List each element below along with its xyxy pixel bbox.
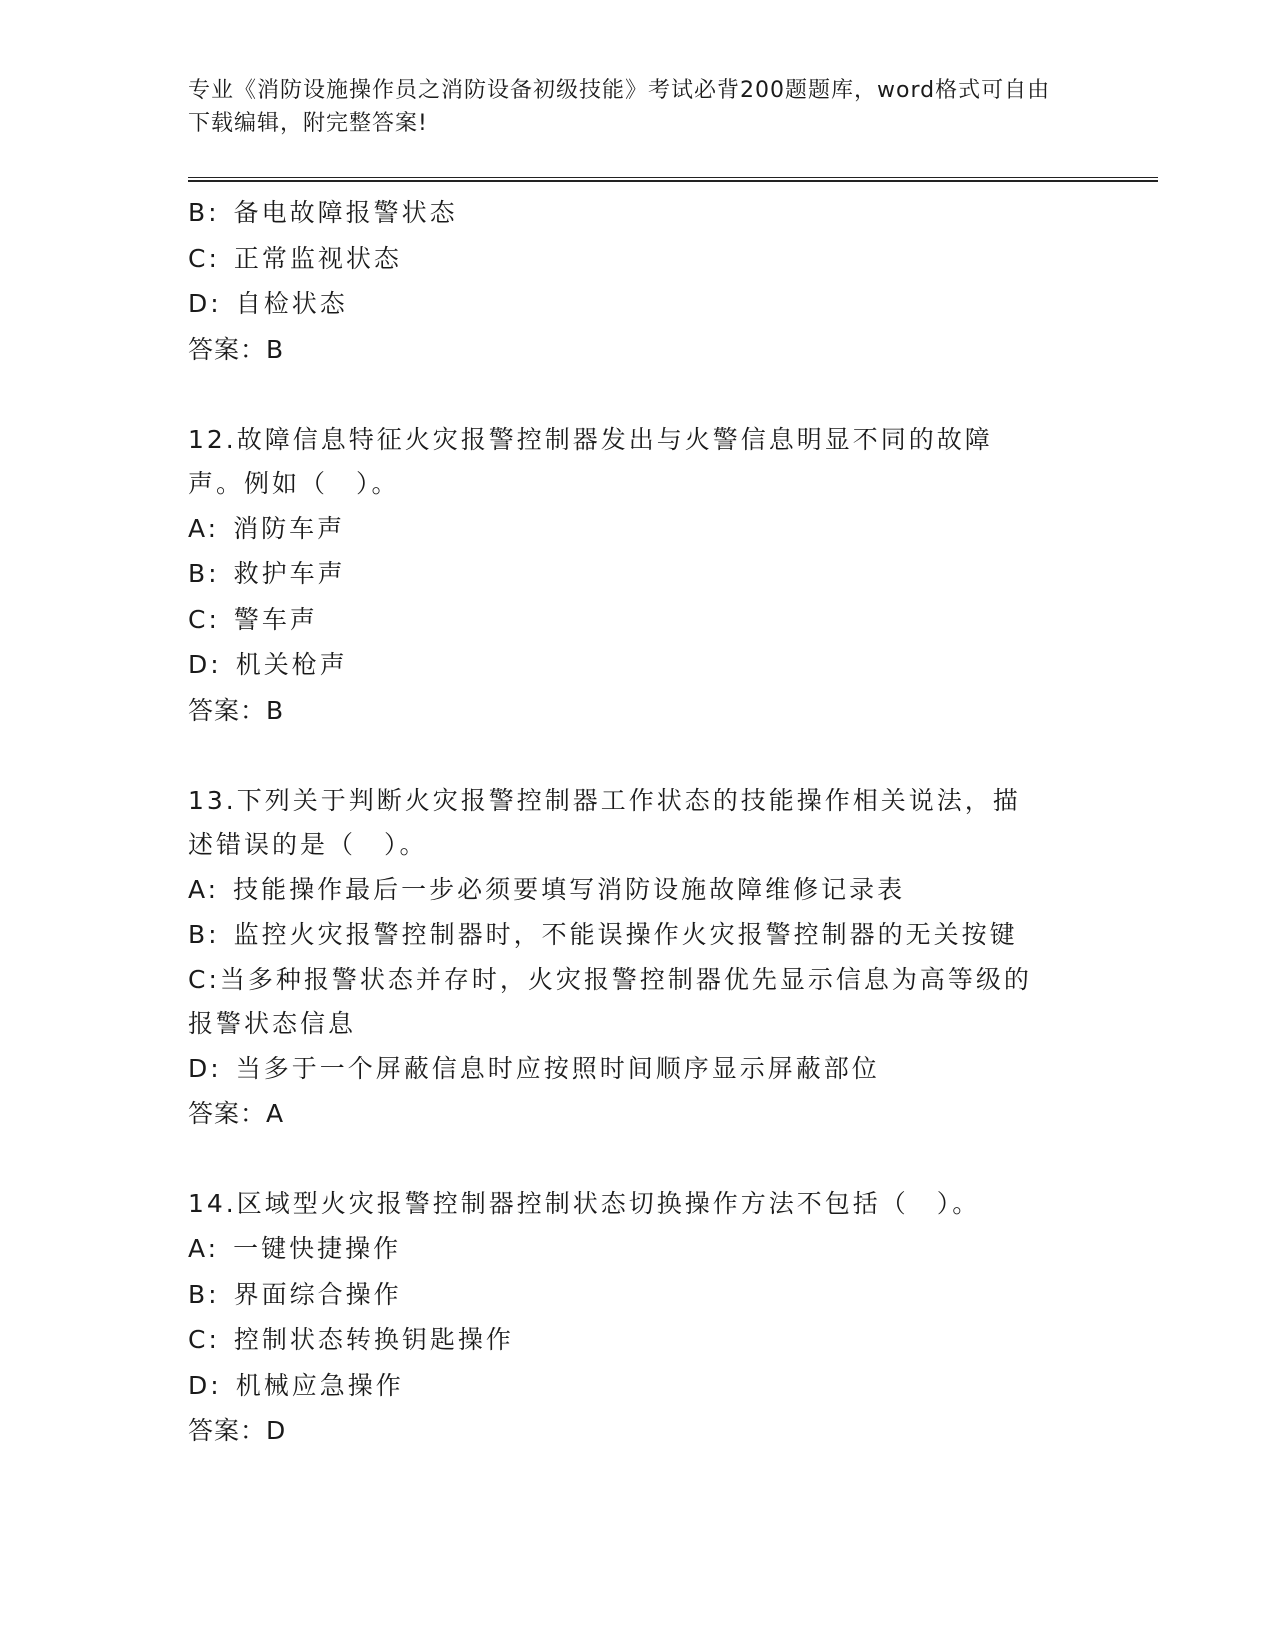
option-text: 当多种报警状态并存时，火灾报警控制器优先显示信息为高等级的报警状态信息	[188, 964, 1032, 1038]
option-key: D:	[188, 289, 222, 318]
option-c	[188, 597, 1088, 643]
answer-line	[188, 688, 1088, 734]
option-key: D:	[188, 1053, 222, 1083]
answer-label: 答案：	[188, 1099, 267, 1128]
option-b	[188, 190, 1088, 236]
question-14-text: 14.区域型火灾报警控制器控制状态切换操作方法不包括（ ）。	[188, 1189, 981, 1218]
option-a	[188, 1226, 1088, 1272]
option-text: 一键快捷操作	[233, 1234, 402, 1263]
answer-label: 答案：	[188, 334, 267, 364]
answer-line	[188, 327, 1088, 373]
option-key: B:	[188, 920, 220, 949]
answer-value: B	[266, 695, 285, 725]
option-text: 技能操作最后一步必须要填写消防设施故障维修记录表	[233, 874, 906, 904]
option-d	[188, 1363, 1088, 1409]
option-d	[188, 1046, 1088, 1092]
answer-value: D	[266, 1416, 287, 1445]
option-text: 正常监视状态	[233, 243, 402, 273]
answer-label: 答案：	[188, 1416, 267, 1445]
option-key: A:	[188, 874, 220, 904]
option-key: A:	[188, 513, 220, 543]
answer-label: 答案：	[188, 695, 267, 725]
option-a	[188, 506, 1088, 552]
question-list	[188, 190, 1088, 1454]
option-a	[188, 867, 1088, 913]
option-text: 备电故障报警状态	[233, 198, 458, 227]
question-12-text: 12.故障信息特征火灾报警控制器发出与火警信息明显不同的故障声。例如（ ）。	[188, 424, 993, 498]
answer-value: B	[266, 334, 285, 364]
option-key: D:	[188, 650, 222, 679]
option-d	[188, 642, 1088, 688]
option-text: 救护车声	[233, 559, 346, 588]
option-text: 机关枪声	[235, 650, 348, 679]
option-key: C:	[188, 604, 220, 634]
option-key: A:	[188, 1234, 220, 1263]
answer-value: A	[266, 1099, 285, 1128]
option-key: C:	[188, 1325, 220, 1354]
option-d	[188, 281, 1088, 327]
option-key: B:	[188, 198, 220, 227]
header-divider	[188, 177, 1158, 182]
answer-line	[188, 1408, 1088, 1454]
option-key: D:	[188, 1370, 222, 1400]
option-b	[188, 912, 1088, 958]
option-c	[188, 958, 1038, 1046]
option-key: B:	[188, 1279, 220, 1309]
option-text: 界面综合操作	[233, 1279, 402, 1309]
option-key: B:	[188, 559, 220, 588]
option-key: C:	[188, 243, 220, 273]
option-b	[188, 1272, 1088, 1318]
page-header: 专业《消防设施操作员之消防设备初级技能》考试必背200题题库，word格式可自由下载编辑，附完整答案!	[188, 78, 1051, 136]
option-text: 当多于一个屏蔽信息时应按照时间顺序显示屏蔽部位	[235, 1053, 880, 1083]
option-text: 监控火灾报警控制器时，不能误操作火灾报警控制器的无关按键	[233, 920, 1018, 949]
option-c	[188, 1317, 1088, 1363]
option-text: 机械应急操作	[235, 1370, 404, 1400]
answer-line	[188, 1091, 1088, 1137]
option-c	[188, 236, 1088, 282]
option-b	[188, 551, 1088, 597]
question-13-text: 13.下列关于判断火灾报警控制器工作状态的技能操作相关说法，描述错误的是（ ）。	[188, 785, 1021, 859]
option-text: 警车声	[233, 604, 318, 634]
option-text: 消防车声	[233, 513, 346, 543]
option-text: 自检状态	[235, 289, 348, 318]
option-text: 控制状态转换钥匙操作	[233, 1325, 514, 1354]
option-key: C:	[188, 964, 220, 994]
